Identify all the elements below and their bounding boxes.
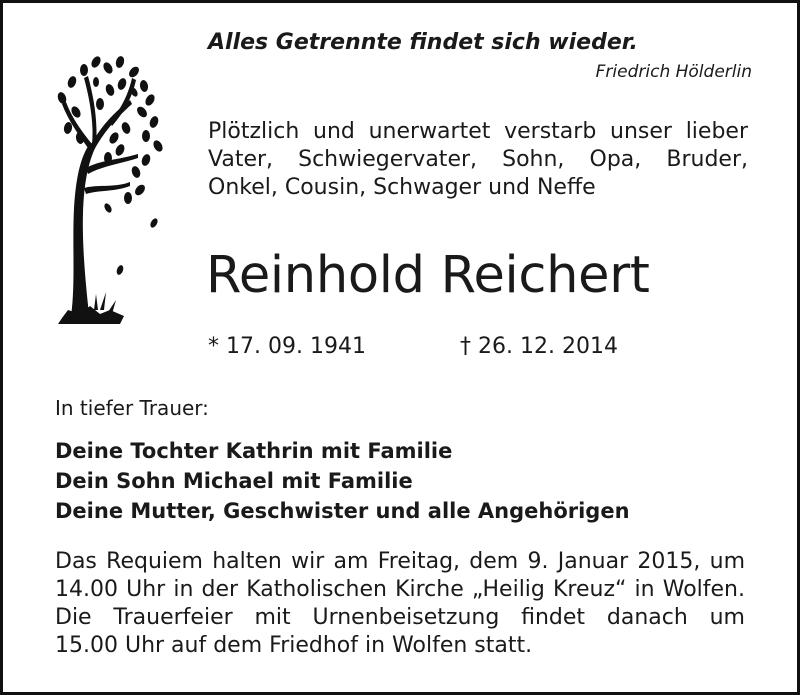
intro-line: Plötzlich und unerwartet verstarb unser lieber — [208, 119, 748, 144]
intro-line: Vater, Schwiegervater, Sohn, Opa, Bruder, — [208, 147, 748, 172]
intro-line: Onkel, Cousin, Schwager und Neffe — [208, 175, 596, 200]
mourners-list — [55, 436, 630, 526]
mourner-item: Deine Mutter, Geschwister und alle Angehörigen — [55, 499, 630, 523]
intro-text — [208, 118, 748, 202]
service-info — [55, 548, 745, 660]
mourning-label: In tiefer Trauer: — [55, 396, 209, 420]
service-line: 15.00 Uhr auf dem Friedhof in Wolfen statt. — [55, 633, 533, 658]
service-line: Das Requiem halten wir am Freitag, dem 9. Januar 2015, um — [55, 549, 745, 574]
mourner-item: Deine Tochter Kathrin mit Familie — [55, 439, 453, 463]
quote-text: Alles Getrennte findet sich wieder. — [208, 30, 638, 55]
birth-date: * 17. 09. 1941 — [208, 334, 366, 359]
service-line: Die Trauerfeier mit Urnenbeisetzung findet danach um — [55, 605, 745, 630]
death-date: † 26. 12. 2014 — [460, 334, 618, 359]
mourner-item: Dein Sohn Michael mit Familie — [55, 469, 413, 493]
quote-author: Friedrich Hölderlin — [595, 62, 752, 82]
service-line: 14.00 Uhr in der Katholischen Kirche „Heilig Kreuz“ in Wolfen. — [55, 577, 745, 602]
deceased-name: Reinhold Reichert — [206, 246, 650, 305]
tree-icon — [50, 48, 170, 328]
